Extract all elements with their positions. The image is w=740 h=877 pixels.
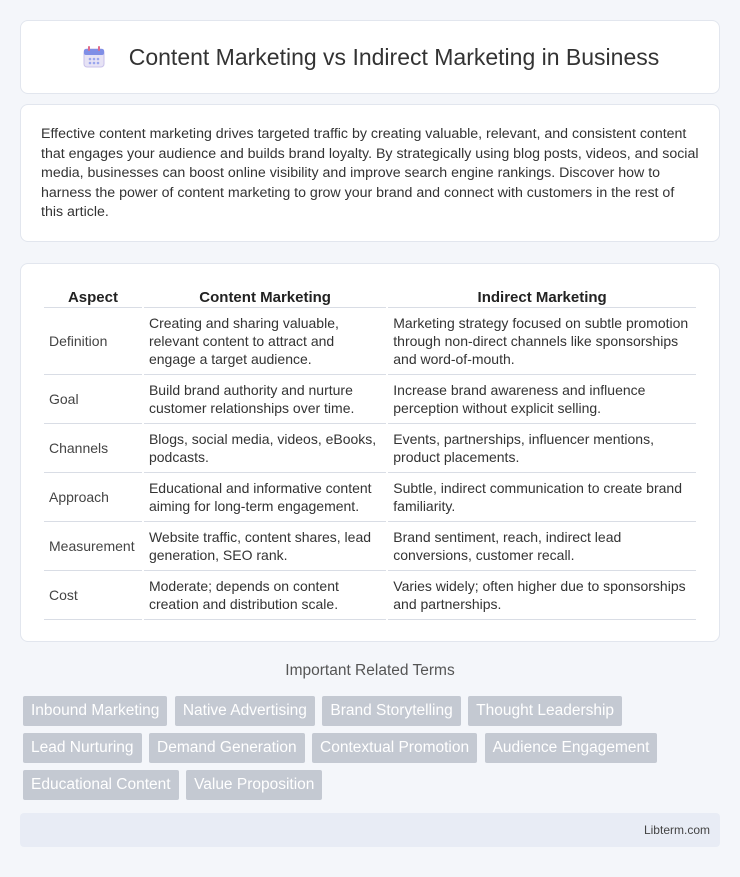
table-row [44,424,696,473]
footer [20,813,720,847]
intro-text: Effective content marketing drives targeted traffic by creating valuable, relevant, and consistent content that engages your audience and builds brand loyalty. By strategically using blog posts, videos, and social media, businesses can boost online visibility and improve search engine rankings. Discover how to harness the power of content marketing to grow your brand and connect with customers in the rest of this article. [41,126,699,221]
column-header-indirect-marketing: Indirect Marketing [388,284,696,308]
cell-aspect: Cost [44,571,142,620]
table-row [44,375,696,424]
cell-content-marketing: Moderate; depends on content creation and distribution scale. [144,571,386,620]
related-terms-list [23,696,723,807]
table-header-row [44,284,696,308]
related-term-tag[interactable]: Inbound Marketing [23,696,167,726]
comparison-table [42,284,698,620]
calendar-icon [81,44,107,70]
column-header-content-marketing: Content Marketing [144,284,386,308]
table-row [44,473,696,522]
table-row [44,308,696,375]
related-term-tag[interactable]: Native Advertising [175,696,315,726]
cell-indirect-marketing: Increase brand awareness and influence perception without explicit selling. [388,375,696,424]
table-row [44,522,696,571]
table-row [44,571,696,620]
page-title: Content Marketing vs Indirect Marketing in Business [128,43,660,70]
cell-aspect: Goal [44,375,142,424]
header-card [20,20,720,94]
related-term-tag[interactable]: Contextual Promotion [312,733,477,763]
cell-indirect-marketing: Subtle, indirect communication to create brand familiarity. [388,473,696,522]
intro-card [20,104,720,242]
related-term-tag[interactable]: Demand Generation [149,733,305,763]
cell-aspect: Approach [44,473,142,522]
cell-indirect-marketing: Events, partnerships, influencer mentions, product placements. [388,424,696,473]
related-term-tag[interactable]: Educational Content [23,770,179,800]
cell-content-marketing: Blogs, social media, videos, eBooks, podcasts. [144,424,386,473]
cell-indirect-marketing: Marketing strategy focused on subtle promotion through non-direct channels like sponsorships and word-of-mouth. [388,308,696,375]
cell-content-marketing: Educational and informative content aiming for long-term engagement. [144,473,386,522]
cell-aspect: Definition [44,308,142,375]
related-term-tag[interactable]: Brand Storytelling [322,696,460,726]
related-terms-title: Important Related Terms [285,662,455,679]
comparison-card [20,263,720,642]
cell-content-marketing: Build brand authority and nurture customer relationships over time. [144,375,386,424]
cell-indirect-marketing: Varies widely; often higher due to sponsorships and partnerships. [388,571,696,620]
cell-content-marketing: Creating and sharing valuable, relevant content to attract and engage a target audience. [144,308,386,375]
related-term-tag[interactable]: Lead Nurturing [23,733,142,763]
cell-content-marketing: Website traffic, content shares, lead generation, SEO rank. [144,522,386,571]
cell-indirect-marketing: Brand sentiment, reach, indirect lead conversions, customer recall. [388,522,696,571]
footer-site-link[interactable]: Libterm.com [643,823,710,837]
cell-aspect: Measurement [44,522,142,571]
related-term-tag[interactable]: Audience Engagement [485,733,658,763]
column-header-aspect: Aspect [44,284,142,308]
related-term-tag[interactable]: Thought Leadership [468,696,622,726]
cell-aspect: Channels [44,424,142,473]
related-term-tag[interactable]: Value Proposition [186,770,322,800]
